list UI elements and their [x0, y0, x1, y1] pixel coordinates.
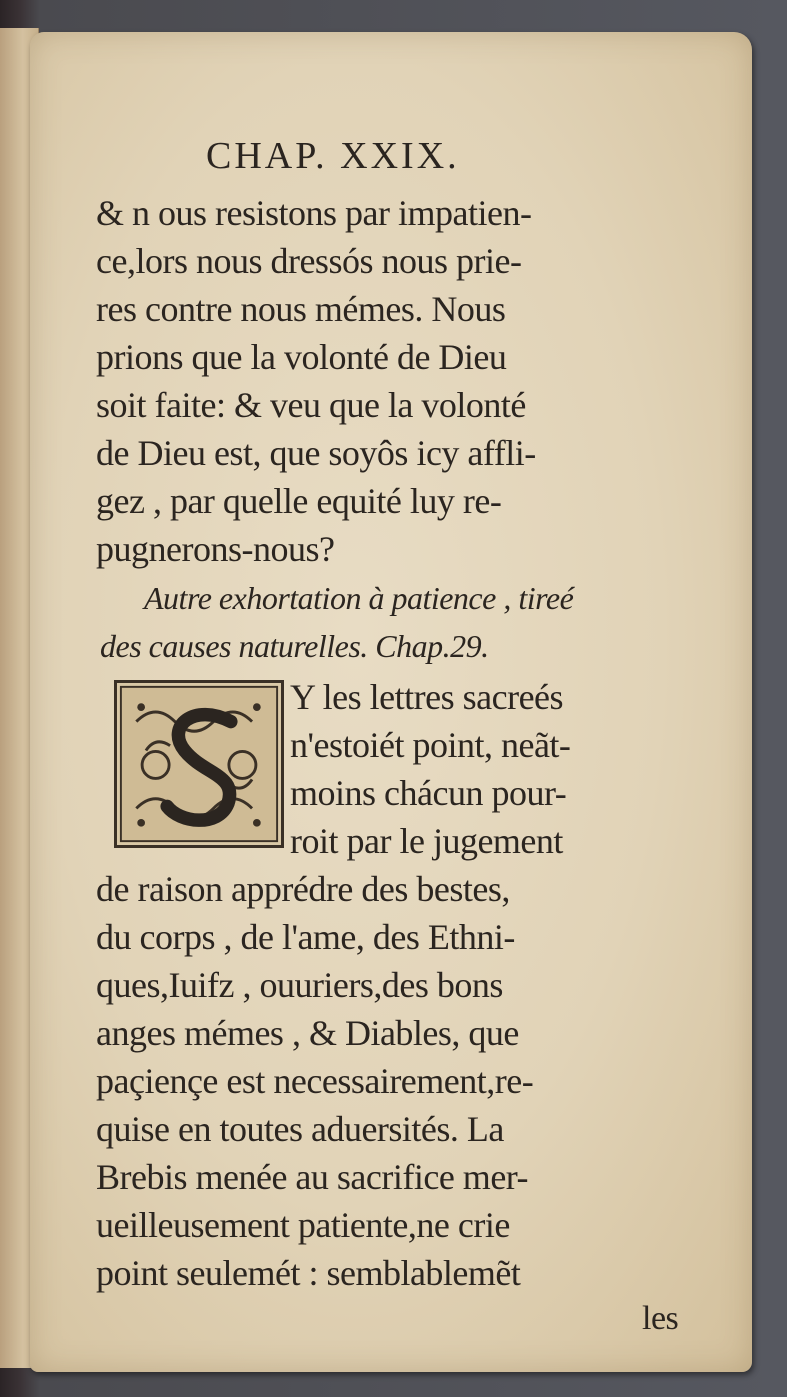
text-line: & n ous resistons par impatien-	[96, 193, 532, 233]
text-line: ce,lors nous dressós nous prie-	[96, 241, 522, 281]
text-line: quise en toutes aduersités. La	[96, 1109, 504, 1149]
text-line: roit par le jugement	[290, 821, 563, 861]
text-line: de Dieu est, que soyôs icy affli-	[96, 433, 536, 473]
text-line: n'estoiét point, neãt-	[290, 725, 571, 765]
text-line: soit faite: & veu que la volonté	[96, 385, 526, 425]
text-line: Y les lettres sacreés	[290, 677, 564, 717]
text-line: point seulemét : semblablemẽt	[96, 1253, 521, 1293]
text-line: Brebis menée au sacrifice mer-	[96, 1157, 529, 1197]
text-line: res contre nous mémes. Nous	[96, 289, 506, 329]
book-page	[30, 32, 752, 1372]
chapter-rubric-line: des causes naturelles. Chap.29.	[100, 628, 489, 664]
text-line: pugnerons-nous?	[96, 529, 335, 569]
chapter-rubric-line: Autre exhortation à patience , tireé	[144, 580, 574, 616]
text-line: anges mémes , & Diables, que	[96, 1013, 519, 1053]
running-head: CHAP. XXIX.	[206, 135, 460, 177]
text-line: ques,Iuifz , ouuriers,des bons	[96, 965, 503, 1005]
text-line: du corps , de l'ame, des Ethni-	[96, 917, 515, 957]
text-line: paçiençe est necessairement,re-	[96, 1061, 534, 1101]
text-line: de raison apprédre des bestes,	[96, 869, 510, 909]
catchword: les	[642, 1300, 679, 1337]
text-line: gez , par quelle equité luy re-	[96, 481, 502, 521]
text-line: ueilleusement patiente,ne crie	[96, 1205, 510, 1245]
text-line: prions que la volonté de Dieu	[96, 337, 507, 377]
text-line: moins chácun pour-	[290, 773, 567, 813]
ornamental-initial-s	[114, 680, 284, 848]
